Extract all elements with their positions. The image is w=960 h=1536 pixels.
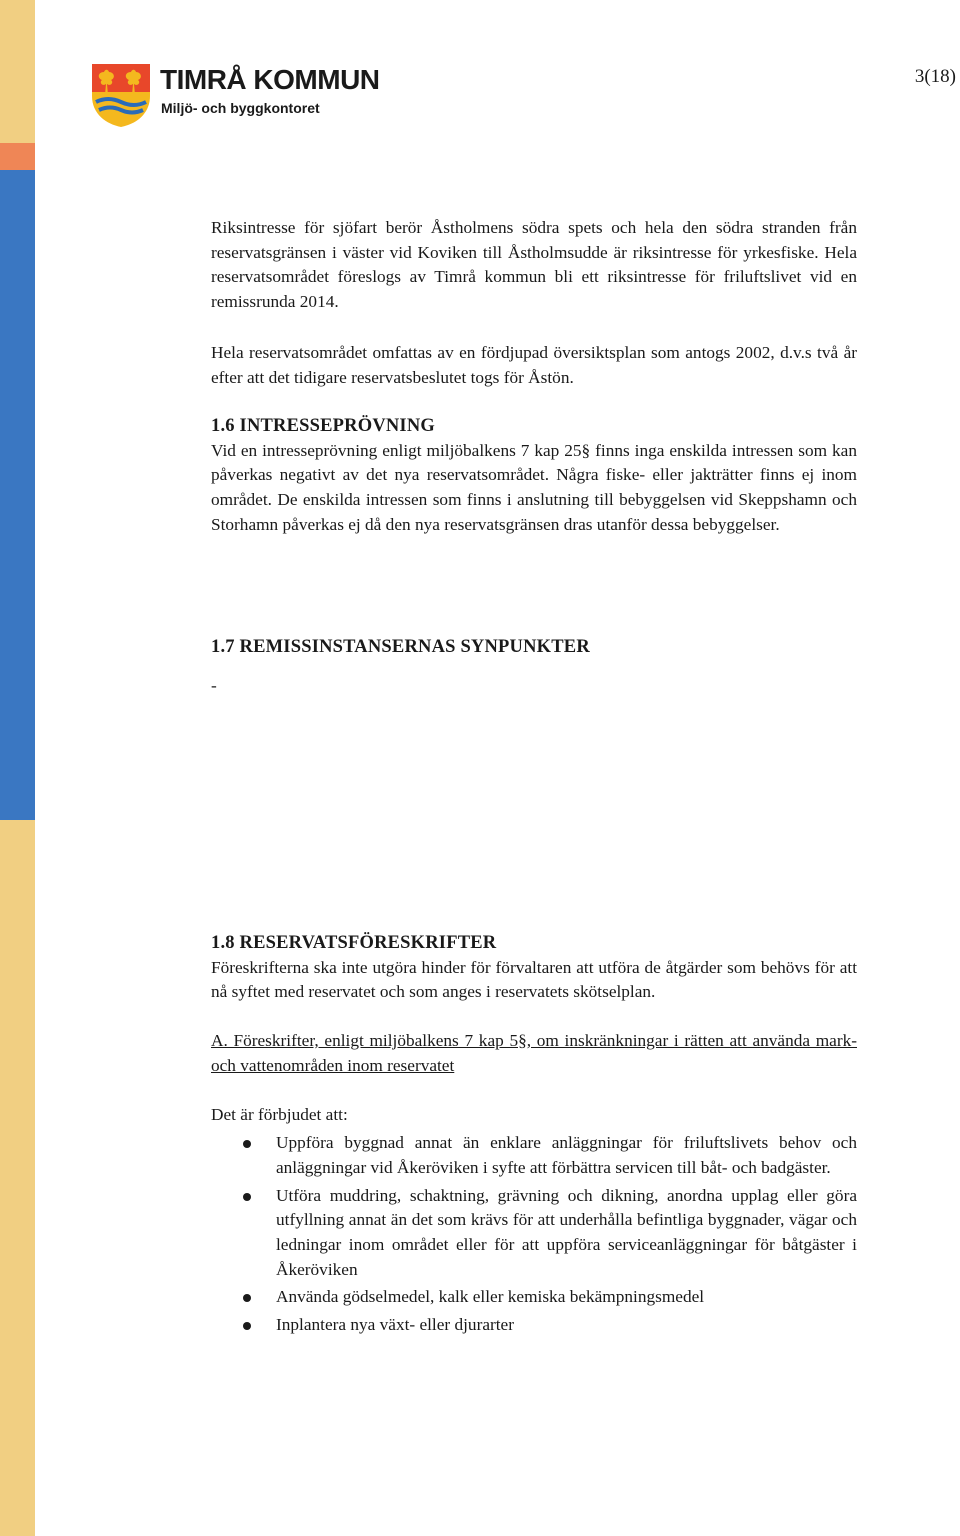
list-item-text: Inplantera nya växt- eller djurarter <box>276 1315 514 1335</box>
subheading-foreskrifter-a: A. Föreskrifter, enligt miljöbalkens 7 kap 5§, om inskränkningar i rätten att använda mark- och vattenområden inom reservatet <box>211 1031 857 1075</box>
list-item <box>211 1313 857 1338</box>
list-item-text: Uppföra byggnad annat än enklare anläggningar för friluftslivets behov och anläggningar vid Åkeröviken i syfte att förbättra servicen till båt- och badgäster. <box>276 1133 857 1177</box>
list-item <box>211 1184 857 1283</box>
body-paragraph: Hela reservatsområdet omfattas av en fördjupad översiktsplan som antogs 2002, d.v.s två år efter att det tidigare reservatsbeslutet togs för Åstön. <box>211 343 857 387</box>
list-item <box>211 1285 857 1310</box>
list-item <box>211 1131 857 1180</box>
list-item-text: Använda gödselmedel, kalk eller kemiska bekämpningsmedel <box>276 1287 705 1307</box>
paragraph-riksintresse <box>211 216 857 315</box>
body-paragraph: Vid en intresseprövning enligt miljöbalkens 7 kap 25§ finns inga enskilda intressen som kan påverkas negativt av det nya reservatsområdet. Några fiske- eller jakträtter finns ej inom området. De enskilda intressen som finns i anslutning till bebyggelsen vid Skeppshamn och Storhamn påverkas ej då den nya reservatsgränsen dras utanför dessa bebyggelser. <box>211 440 857 534</box>
section-heading: 1.8 RESERVATSFÖRESKRIFTER <box>211 933 497 953</box>
section-intresseprovning <box>211 414 857 538</box>
bullet-icon <box>243 1140 251 1148</box>
page-number: 3(18) <box>914 66 956 87</box>
side-stripe-yellow-top <box>0 0 35 143</box>
list-intro: Det är förbjudet att: <box>211 1104 348 1124</box>
bullet-icon <box>243 1294 251 1302</box>
side-stripe-blue <box>0 170 35 820</box>
section-heading: 1.7 REMISSINSTANSERNAS SYNPUNKTER <box>211 637 590 657</box>
org-name: TIMRÅ KOMMUN <box>160 64 380 95</box>
side-stripe-orange <box>0 143 35 170</box>
prohibition-list <box>0 1131 857 1338</box>
department-name: Miljö- och byggkontoret <box>161 100 320 116</box>
list-item-text: Utföra muddring, schaktning, grävning och dikning, anordna upplag eller göra utfyllning annat än det som krävs för att underhålla befintliga byggnader, vägar och ledningar inom området eller för att uppföra serviceanläggningar för båtgäster i Åkeröviken <box>276 1185 857 1279</box>
body-paragraph: Riksintresse för sjöfart berör Åstholmens södra spets och hela den södra stranden från reservatsgränsen i väster vid Koviken till Åstholmsudde är riksintresse för yrkesfiske. Hela reservatsområdet föreslogs av Timrå kommun bli ett riksintresse för friluftslivet vid en remissrunda 2014. <box>211 218 857 312</box>
body-paragraph: Föreskrifterna ska inte utgöra hinder för förvaltaren att utföra de åtgärder som behövs för att nå syftet med reservatet och som anges i reservatets skötselplan. <box>211 957 857 1002</box>
paragraph-oversiktsplan <box>211 341 857 390</box>
body-paragraph: - <box>211 675 217 695</box>
section-reservatsforeskrifter <box>211 931 857 1338</box>
municipality-logo <box>90 62 380 130</box>
section-heading: 1.6 INTRESSEPRÖVNING <box>211 416 435 436</box>
bullet-icon <box>243 1193 251 1201</box>
coat-of-arms-icon <box>90 62 152 128</box>
bullet-icon <box>243 1322 251 1330</box>
section-remissinstanser <box>211 635 857 698</box>
